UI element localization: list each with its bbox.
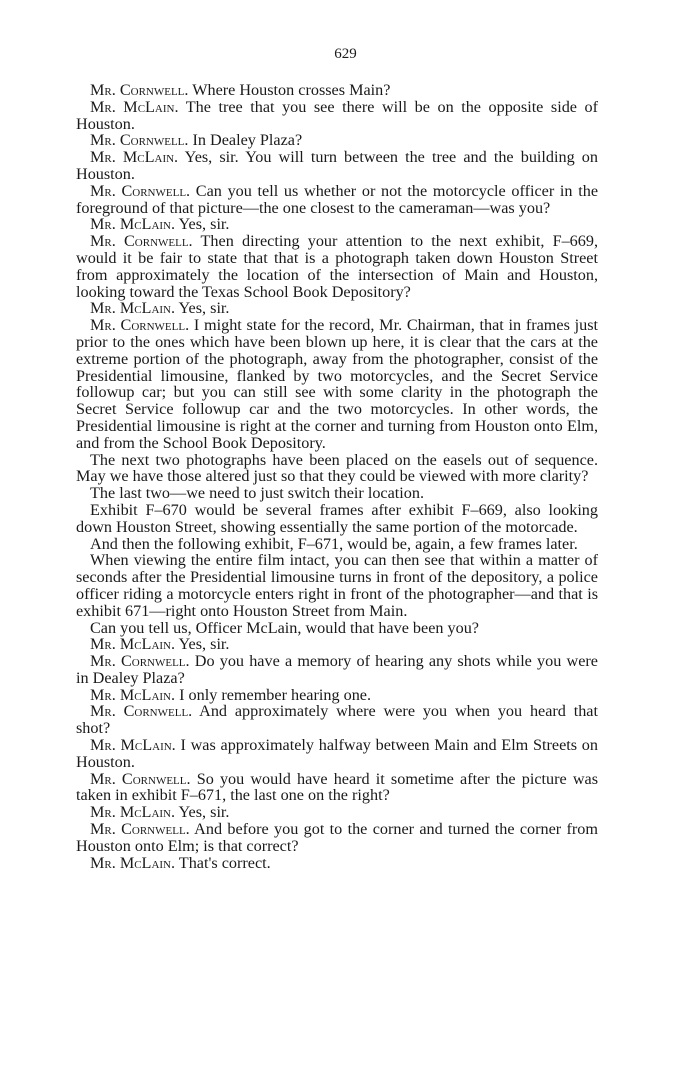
- paragraph: [76, 636, 598, 653]
- paragraph: [76, 552, 598, 619]
- speaker-name: Mr. McLain.: [90, 97, 179, 116]
- speaker-name: Mr. Cornwell.: [90, 820, 190, 839]
- paragraph-text: Yes, sir.: [175, 299, 230, 318]
- paragraph: [76, 317, 598, 451]
- speaker-name: Mr. Cornwell.: [90, 81, 189, 99]
- paragraph: [76, 149, 598, 183]
- speaker-name: Mr. Cornwell.: [90, 181, 191, 200]
- speaker-name: Mr. McLain.: [90, 853, 176, 872]
- paragraph-text: Do you have a memory of hearing any shots while you were in Dealey Plaza?: [76, 652, 598, 687]
- paragraph: [76, 132, 598, 149]
- paragraph: [76, 216, 598, 233]
- paragraph-text: Can you tell us, Officer McLain, would that have been you?: [90, 618, 479, 637]
- paragraph: [76, 703, 598, 737]
- paragraph-text: I was approximately halfway between Main and Elm Streets on Houston.: [76, 736, 598, 771]
- paragraph-text: Yes, sir.: [175, 635, 230, 654]
- paragraph-text: Yes, sir.: [175, 215, 230, 234]
- speaker-name: Mr. McLain.: [90, 685, 176, 704]
- speaker-name: Mr. Cornwell.: [90, 702, 193, 721]
- paragraph-text: So you would have heard it sometime after the picture was taken in exhibit F–671, the last one on the right?: [76, 769, 599, 805]
- paragraph: [76, 771, 598, 805]
- paragraph: [76, 82, 598, 99]
- speaker-name: Mr. McLain.: [90, 215, 176, 234]
- paragraph-text: Then directing your attention to the next exhibit, F–669, would it be fair to state that that is a photograph taken down Houston Street from approximately the location of the intersection of Main and Houston, looking toward the Texas School Book Depository?: [76, 232, 599, 301]
- paragraph: [76, 855, 598, 872]
- paragraph: [76, 737, 598, 771]
- paragraph: [76, 183, 598, 217]
- speaker-name: Mr. Cornwell.: [90, 232, 193, 251]
- paragraph-text: When viewing the entire film intact, you can then see that within a matter of seconds after the Presidential limousine turns in front of the depository, a police officer riding a motorcycle enters right in front of the photographer—and that is exhibit 671—right onto Houston Street from Main.: [76, 551, 598, 620]
- page-number: 629: [334, 46, 357, 62]
- paragraph-text: In Dealey Plaza?: [188, 131, 303, 150]
- paragraph: [76, 536, 598, 553]
- paragraph-text: And approximately where were you when you heard that shot?: [76, 702, 598, 738]
- paragraph-text: Yes, sir. You will turn between the tree and the building on Houston.: [76, 148, 598, 183]
- paragraph-text: Yes, sir.: [175, 803, 230, 822]
- speaker-name: Mr. McLain.: [90, 148, 179, 167]
- paragraph: [76, 653, 598, 687]
- paragraph-text: Where Houston crosses Main?: [188, 81, 391, 99]
- speaker-name: Mr. Cornwell.: [90, 316, 190, 335]
- paragraph: [76, 452, 598, 486]
- paragraph-text: Exhibit F–670 would be several frames after exhibit F–669, also looking down Houston Street, showing essentially the same portion of the motorcade.: [76, 500, 598, 536]
- speaker-name: Mr. McLain.: [90, 299, 176, 318]
- paragraph: [76, 300, 598, 317]
- paragraph: [76, 687, 598, 704]
- speaker-name: Mr. Cornwell.: [90, 652, 190, 671]
- paragraph: [76, 233, 598, 300]
- paragraph-text: The tree that you see there will be on the opposite side of Houston.: [76, 97, 598, 133]
- testimony-text: [76, 82, 598, 871]
- paragraph-text: And then the following exhibit, F–671, would be, again, a few frames later.: [90, 534, 578, 553]
- paragraph-text: And before you got to the corner and turned the corner from Houston onto Elm; is that correct?: [76, 820, 598, 855]
- paragraph-text: I might state for the record, Mr. Chairman, that in frames just prior to the ones which have been blown up here, it is clear that the cars at the extreme portion of the photograph, away from the photographer, consist of the Presidential limousine, flanked by two motorcycles, and the Secret Service followup car; but you can still see with some clarity in the photograph the Secret Service followup car and the two motorcycles. In other words, the Presidential limousine is right at the corner and turning from Houston onto Elm, and from the School Book Depository.: [76, 316, 598, 452]
- paragraph-text: I only remember hearing one.: [175, 685, 372, 704]
- paragraph-text: Can you tell us whether or not the motorcycle officer in the foreground of that picture—the one closest to the cameraman—was you?: [76, 181, 598, 217]
- speaker-name: Mr. McLain.: [90, 635, 176, 654]
- speaker-name: Mr. Cornwell.: [90, 769, 191, 788]
- paragraph-text: The next two photographs have been placed on the easels out of sequence. May we have those altered just so that they could be viewed with more clarity?: [76, 450, 598, 486]
- paragraph: [76, 821, 598, 855]
- paragraph: [76, 502, 598, 536]
- paragraph: [76, 99, 598, 133]
- paragraph-text: That's correct.: [175, 853, 271, 872]
- paragraph-text: The last two—we need to just switch their location.: [90, 484, 425, 503]
- speaker-name: Mr. Cornwell.: [90, 131, 189, 150]
- paragraph: [76, 485, 598, 502]
- paragraph: [76, 804, 598, 821]
- speaker-name: Mr. McLain.: [90, 803, 176, 822]
- paragraph: [76, 620, 598, 637]
- speaker-name: Mr. McLain.: [90, 736, 176, 755]
